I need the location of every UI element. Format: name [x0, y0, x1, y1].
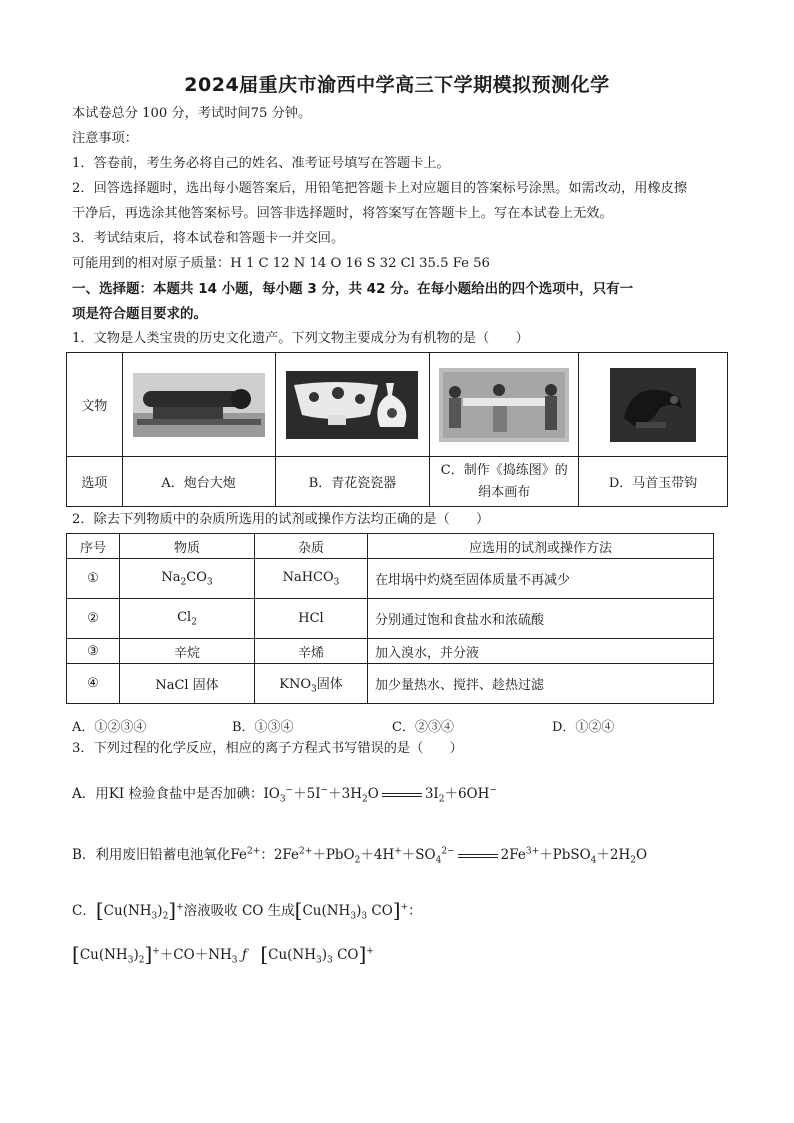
q2-cell-no: ② — [67, 599, 120, 639]
q1-row-label-option: 选项 — [67, 457, 123, 507]
artifact-jade-hook — [579, 353, 728, 457]
q2-cell-substance: $Cl_2$ — [120, 599, 255, 639]
note-2a: 2．回答选择题时，选出每小题答案后，用铅笔把答题卡上对应题目的答案标号涂黑。如需改动，用橡皮擦 — [72, 181, 688, 196]
q2-header-method: 应选用的试剂或操作方法 — [368, 534, 714, 559]
painting-image — [439, 368, 569, 442]
q2-answer-b: B．①③④ — [232, 720, 294, 735]
q2-cell-method: 在坩埚中灼烧至固体质量不再减少 — [368, 559, 714, 599]
q2-cell-no: ③ — [67, 639, 120, 664]
q2-cell-method: 加入溴水，并分液 — [368, 639, 714, 664]
artifact-porcelain — [275, 353, 430, 457]
q2-cell-impurity: NaHCO$_3$ — [255, 559, 368, 599]
q2-cell-method: 分别通过饱和食盐水和浓硫酸 — [368, 599, 714, 639]
q3-c-end: ： — [408, 903, 422, 919]
q2-table — [66, 533, 714, 704]
table-row — [67, 664, 714, 704]
q2-answer-c: C．②③④ — [392, 720, 454, 735]
artifact-painting — [430, 353, 579, 457]
section-heading-b: 项是符合题目要求的。 — [72, 306, 207, 322]
q1-option-d: D．马首玉带钩 — [579, 457, 728, 507]
note-1: 1．答卷前，考生务必将自己的姓名、准考证号填写在答题卡上。 — [72, 156, 450, 171]
q2-cell-substance: NaCl 固体 — [120, 664, 255, 704]
q2-cell-method: 加少量热水、搅拌、趁热过滤 — [368, 664, 714, 704]
q1-option-c-line2: 绢本画布 — [478, 484, 531, 500]
q3-option-a: A．用KI 检验食盐中是否加碘：$IO_3^-+5I^-+3H_2O$ $3I_2+6OH^-$ — [72, 785, 497, 805]
q2-cell-impurity: 辛烯 — [255, 639, 368, 664]
q2-cell-no: ④ — [67, 664, 120, 704]
q3-c-text: C． — [72, 903, 96, 919]
q1-option-a: A．炮台大炮 — [122, 457, 275, 507]
q2-answer-d: D．①②④ — [552, 720, 615, 735]
exam-info: 本试卷总分 100 分，考试时间75 分钟。 — [72, 106, 312, 121]
q1-option-c — [430, 457, 579, 507]
table-row — [67, 559, 714, 599]
note-2b: 干净后，再选涂其他答案标号。回答非选择题时，将答案写在答题卡上。写在本试卷上无效。 — [72, 206, 613, 221]
table-row — [67, 599, 714, 639]
q1-table — [66, 352, 728, 507]
artifact-cannon — [122, 353, 275, 457]
q2-stem: 2．除去下列物质中的杂质所选用的试剂或操作方法均正确的是（ ） — [72, 512, 490, 527]
notes-title: 注意事项： — [72, 131, 138, 146]
q2-header-impurity: 杂质 — [255, 534, 368, 559]
page-title: 2024届重庆市渝西中学高三下学期模拟预测化学 — [184, 74, 610, 96]
porcelain-image — [286, 371, 418, 439]
q2-cell-substance: 辛烷 — [120, 639, 255, 664]
q3-option-c: C．$[Cu(NH_3)_2]^+$溶液吸收 CO 生成[$Cu(NH_3)_3$ CO]+： — [72, 898, 422, 922]
q3-stem: 3．下列过程的化学反应，相应的离子方程式书写错误的是（ ） — [72, 741, 463, 756]
q1-option-b: B．青花瓷瓷器 — [275, 457, 430, 507]
q2-cell-impurity: $KNO_3$固体 — [255, 664, 368, 704]
note-3: 3．考试结束后，将本试卷和答题卡一并交回。 — [72, 231, 345, 246]
jade-hook-image — [610, 368, 696, 442]
q1-option-c-line1: C．制作《捣练图》的 — [440, 462, 568, 478]
q3-b-text: B．利用废旧铅蓄电池氧化Fe — [72, 847, 248, 863]
q1-row-label-artifact: 文物 — [67, 353, 123, 457]
q2-answer-a: A．①②③④ — [72, 720, 147, 735]
q2-header-no: 序号 — [67, 534, 120, 559]
q3-a-text: A．用KI 检验食盐中是否加碘： — [72, 786, 264, 802]
q1-stem: 1．文物是人类宝贵的历史文化遗产。下列文物主要成分为有机物的是（ ） — [72, 331, 529, 346]
q2-cell-substance: $Na_2CO_3$ — [120, 559, 255, 599]
q2-header-substance: 物质 — [120, 534, 255, 559]
q2-cell-no: ① — [67, 559, 120, 599]
atomic-mass: 可能用到的相对原子质量：H 1 C 12 N 14 O 16 S 32 Cl 35.5 Fe 56 — [72, 256, 490, 271]
table-row — [67, 639, 714, 664]
q3-c-mid: 溶液吸收 CO 生成 — [183, 903, 295, 919]
q2-cell-impurity: HCl — [255, 599, 368, 639]
section-heading-a: 一、选择题：本题共 14 小题，每小题 3 分，共 42 分。在每小题给出的四个选项中，只有一 — [72, 281, 634, 297]
q3-option-b: B．利用废旧铅蓄电池氧化$Fe^{2+}$：$2Fe^{2+}+PbO_2+4H^++SO_4^{2-}$ $2Fe^{3+}+PbSO_4+2H_2O$ — [72, 846, 648, 866]
cannon-image — [133, 373, 265, 437]
q3-option-c-equation: $[Cu(NH_3)_2]^++CO+NH_3$ ƒ [$Cu(NH_3)_3$ CO]+ — [72, 942, 374, 966]
